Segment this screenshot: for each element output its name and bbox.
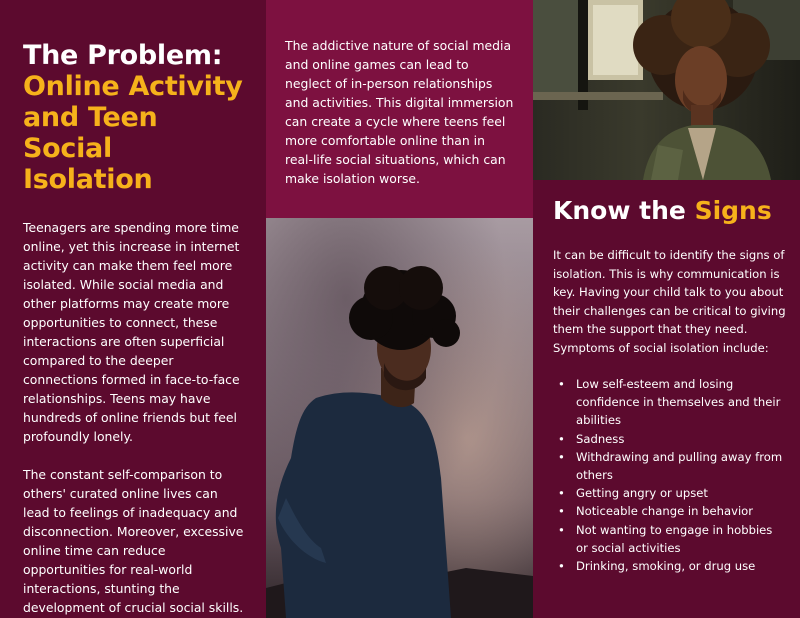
left-paragraph-2: The constant self-comparison to others' curated online lives can lead to feelings of inadequacy and disconnection. Moreover, excessive online time can reduce opportunities for real-world interactions, stunting the development of crucial social skills. (23, 467, 244, 615)
bullet-icon: • (558, 504, 565, 519)
list-item (553, 375, 786, 430)
signs-title (553, 196, 786, 226)
teen-boy-photo (266, 218, 533, 618)
symptom-text: Sadness (576, 431, 625, 446)
teen-girl-photo-illustration (533, 0, 800, 180)
list-item (553, 430, 786, 448)
list-item (553, 521, 786, 557)
symptoms-list (553, 375, 786, 575)
middle-paragraph: The addictive nature of social media and online games can lead to neglect of in-person relationships and activities. This digital immersion can create a cycle where teens feel more comfortable online than in real-life social situations, which can make isolation worse. (285, 38, 514, 186)
symptom-text: Not wanting to engage in hobbies or social activities (576, 522, 773, 555)
symptom-text: Drinking, smoking, or drug use (576, 559, 756, 574)
signs-title-accent: Signs (694, 196, 772, 225)
know-the-signs-section (533, 180, 800, 618)
list-item (553, 448, 786, 484)
signs-intro: It can be difficult to identify the signs of isolation. This is why communication is key. Having your child talk to you about their challenges can be critical to giving them the support that they need. Symptoms of social isolation include: (553, 248, 786, 355)
left-paragraph-1: Teenagers are spending more time online, yet this increase in internet activity can make them feel more isolated. While social media and other platforms may create more opportunities to connect, these interactions are often superficial compared to the deeper connections formed in face-to-face relationships. Teens may have hundreds of online friends but feel profoundly lonely. (23, 220, 240, 444)
left-panel (0, 0, 266, 618)
symptom-text: Getting angry or upset (576, 486, 708, 501)
bullet-icon: • (558, 431, 565, 446)
problem-title (23, 40, 248, 195)
title-line-3: and Teen Social (23, 102, 158, 164)
middle-text-block (266, 0, 533, 218)
bullet-icon: • (558, 522, 565, 537)
right-panel (533, 0, 800, 618)
list-item (553, 502, 786, 520)
teen-girl-photo (533, 0, 800, 180)
middle-panel (266, 0, 533, 618)
title-line-4: Isolation (23, 164, 153, 195)
list-item (553, 557, 786, 575)
bullet-icon: • (558, 486, 565, 501)
symptom-text: Withdrawing and pulling away from others (576, 449, 783, 483)
title-line-2: Online Activity (23, 71, 243, 102)
bullet-icon: • (558, 449, 565, 464)
teen-boy-photo-illustration (266, 218, 533, 618)
bullet-icon: • (558, 377, 565, 391)
bullet-icon: • (558, 559, 565, 574)
title-line-1: The Problem: (23, 40, 223, 71)
symptom-text: Low self-esteem and losing confidence in themselves and their abilities (576, 377, 781, 428)
list-item (553, 484, 786, 502)
symptom-text: Noticeable change in behavior (576, 504, 754, 519)
signs-title-white: Know the (553, 196, 695, 225)
